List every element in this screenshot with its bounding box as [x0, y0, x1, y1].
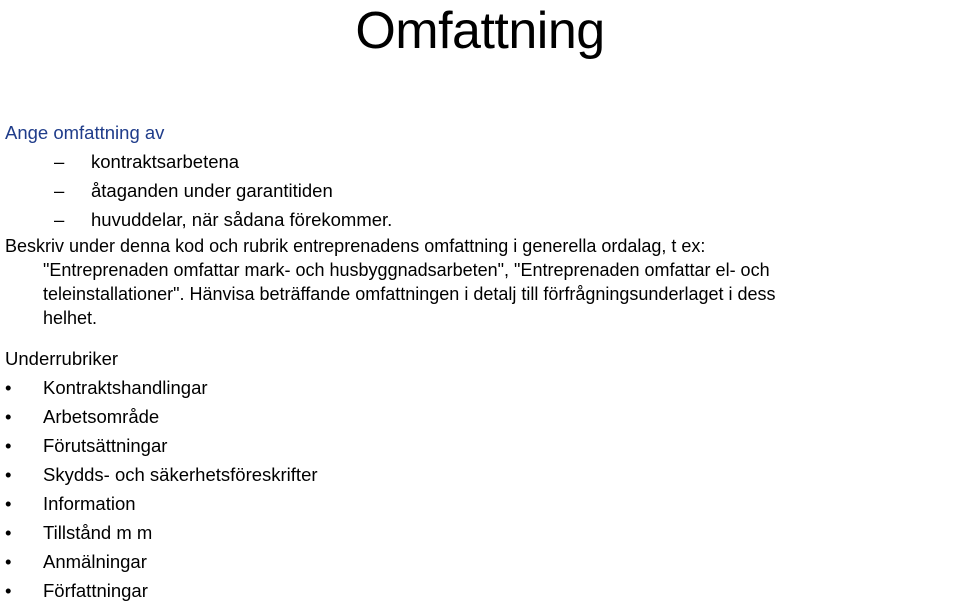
subheading-list-item	[5, 518, 957, 547]
bullet-icon: •	[5, 551, 12, 572]
subheading-list-item-label: Arbetsområde	[43, 406, 160, 427]
subheading-list-item	[5, 402, 957, 431]
intro-heading: Ange omfattning av	[5, 122, 165, 143]
subheading-list-item-label: Anmälningar	[43, 551, 147, 572]
intro-list-item-label: huvuddelar, när sådana förekommer.	[91, 209, 393, 230]
page-title: Omfattning	[355, 2, 605, 60]
subheading-list-item-label: Tillstånd m m	[43, 522, 153, 543]
description-paragraph	[5, 234, 957, 330]
bullet-icon: •	[5, 435, 12, 456]
intro-list-item-label: åtaganden under garantitiden	[91, 180, 333, 201]
intro-list-item	[5, 205, 957, 234]
dash-icon: –	[54, 180, 65, 201]
dash-icon: –	[54, 151, 65, 172]
subheading-list-item-label: Skydds- och säkerhetsföreskrifter	[43, 464, 318, 485]
slide-body	[5, 118, 957, 605]
dash-icon: –	[54, 209, 65, 230]
subheading-list-item	[5, 431, 957, 460]
subheading-list-item-label: Förutsättningar	[43, 435, 168, 456]
bullet-icon: •	[5, 464, 12, 485]
bullet-icon: •	[5, 377, 12, 398]
subheading-list-item	[5, 489, 957, 518]
bullet-icon: •	[5, 522, 12, 543]
subheading-list-item	[5, 373, 957, 402]
bullet-icon: •	[5, 406, 12, 427]
paragraph-line: helhet.	[43, 308, 98, 328]
intro-list-item	[5, 147, 957, 176]
subheading-list-item	[5, 547, 957, 576]
intro-list-item	[5, 176, 957, 205]
bullet-icon: •	[5, 580, 12, 601]
subheading-list-item-label: Författningar	[43, 580, 148, 601]
subheading-list-item-label: Information	[43, 493, 136, 514]
intro-list-item-label: kontraktsarbetena	[91, 151, 240, 172]
subheading-list-item	[5, 460, 957, 489]
subheading-list-item-label: Kontraktshandlingar	[43, 377, 208, 398]
paragraph-line: Beskriv under denna kod och rubrik entreprenadens omfattning i generella ordalag, t ex:	[5, 236, 706, 256]
subheadings-heading: Underrubriker	[5, 348, 119, 369]
paragraph-line: teleinstallationer". Hänvisa beträffande omfattningen i detalj till förfrågningsunderlaget i dess	[43, 284, 776, 304]
paragraph-line: "Entreprenaden omfattar mark- och husbyggnadsarbeten", "Entreprenaden omfattar el- och	[43, 260, 770, 280]
subheading-list-item	[5, 576, 957, 605]
bullet-icon: •	[5, 493, 12, 514]
